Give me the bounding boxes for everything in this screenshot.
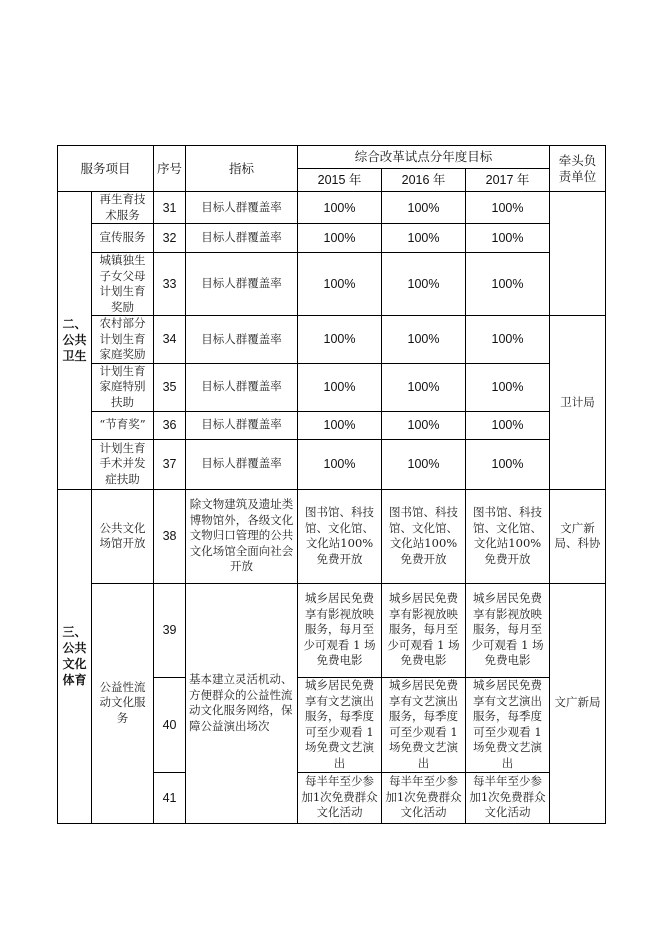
indicator: 目标人群覆盖率 [186, 363, 298, 411]
service-item: 农村部分计划生育家庭奖励 [92, 316, 154, 364]
table-row [58, 439, 606, 489]
indicator: 目标人群覆盖率 [186, 253, 298, 316]
seq: 32 [154, 224, 186, 253]
table-row [58, 363, 606, 411]
target-2017: 100% [466, 192, 550, 224]
target-2015: 城乡居民免费享有文艺演出服务，每季度可至少观看 1 场免费文艺演出 [298, 677, 382, 772]
target-2015: 100% [298, 411, 382, 439]
service-item: 公益性流动文化服务 [92, 583, 154, 823]
target-2017: 城乡居民免费享有影视放映服务，每月至少可观看 1 场免费电影 [466, 583, 550, 677]
table-row [58, 583, 606, 677]
seq: 38 [154, 489, 186, 583]
target-2017: 100% [466, 316, 550, 364]
target-2015: 100% [298, 224, 382, 253]
target-2017: 100% [466, 411, 550, 439]
target-2016: 100% [382, 224, 466, 253]
service-item: 再生育技术服务 [92, 192, 154, 224]
header-service-item: 服务项目 [58, 146, 154, 192]
target-2016: 100% [382, 253, 466, 316]
lead-unit: 卫计局 [550, 316, 606, 490]
seq: 40 [154, 677, 186, 772]
service-item: 城镇独生子女父母计划生育奖励 [92, 253, 154, 316]
target-2016: 100% [382, 363, 466, 411]
service-targets-table [57, 145, 606, 824]
target-2016: 100% [382, 316, 466, 364]
target-2015: 100% [298, 439, 382, 489]
table-row [58, 316, 606, 364]
service-item: 公共文化场馆开放 [92, 489, 154, 583]
target-2017: 100% [466, 253, 550, 316]
service-item: 计划生育手术并发症扶助 [92, 439, 154, 489]
lead-unit: 文广新局 [550, 583, 606, 823]
target-2017: 图书馆、科技馆、文化馆、文化站100%免费开放 [466, 489, 550, 583]
header-indicator: 指标 [186, 146, 298, 192]
target-2016: 城乡居民免费享有影视放映服务，每月至少可观看 1 场免费电影 [382, 583, 466, 677]
target-2016: 城乡居民免费享有文艺演出服务，每季度可至少观看 1 场免费文艺演出 [382, 677, 466, 772]
service-item: “节育奖” [92, 411, 154, 439]
indicator: 目标人群覆盖率 [186, 316, 298, 364]
table-row [58, 489, 606, 583]
indicator: 除文物建筑及遗址类博物馆外，各级文化文物归口管理的公共文化场馆全面向社会开放 [186, 489, 298, 583]
table-row [58, 411, 606, 439]
target-2015: 100% [298, 192, 382, 224]
seq: 34 [154, 316, 186, 364]
seq: 36 [154, 411, 186, 439]
seq: 33 [154, 253, 186, 316]
target-2016: 100% [382, 439, 466, 489]
service-item: 计划生育家庭特别扶助 [92, 363, 154, 411]
target-2016: 每半年至少参加1次免费群众文化活动 [382, 772, 466, 823]
target-2017: 100% [466, 363, 550, 411]
target-2015: 100% [298, 253, 382, 316]
indicator: 基本建立灵活机动、方便群众的公益性流动文化服务网络，保障公益演出场次 [186, 583, 298, 823]
indicator: 目标人群覆盖率 [186, 224, 298, 253]
target-2016: 100% [382, 192, 466, 224]
lead-unit-empty [550, 192, 606, 316]
indicator: 目标人群覆盖率 [186, 411, 298, 439]
target-2015: 图书馆、科技馆、文化馆、文化站100%免费开放 [298, 489, 382, 583]
seq: 39 [154, 583, 186, 677]
section-title: 三、公共文化体育 [58, 489, 92, 823]
target-2016: 100% [382, 411, 466, 439]
header-seq: 序号 [154, 146, 186, 192]
header-targets: 综合改革试点分年度目标 [298, 146, 550, 169]
target-2016: 图书馆、科技馆、文化馆、文化站100%免费开放 [382, 489, 466, 583]
service-item: 宣传服务 [92, 224, 154, 253]
seq: 31 [154, 192, 186, 224]
lead-unit: 文广新局、科协 [550, 489, 606, 583]
target-2015: 100% [298, 363, 382, 411]
seq: 41 [154, 772, 186, 823]
header-year-2016: 2016 年 [382, 169, 466, 192]
table-row [58, 192, 606, 224]
table-row [58, 253, 606, 316]
header-year-2015: 2015 年 [298, 169, 382, 192]
target-2017: 100% [466, 224, 550, 253]
section-title: 二、公共卫生 [58, 192, 92, 490]
table-row [58, 224, 606, 253]
indicator: 目标人群覆盖率 [186, 192, 298, 224]
target-2015: 每半年至少参加1次免费群众文化活动 [298, 772, 382, 823]
header-year-2017: 2017 年 [466, 169, 550, 192]
target-2017: 每半年至少参加1次免费群众文化活动 [466, 772, 550, 823]
target-2015: 城乡居民免费享有影视放映服务，每月至少可观看 1 场免费电影 [298, 583, 382, 677]
target-2017: 100% [466, 439, 550, 489]
seq: 35 [154, 363, 186, 411]
header-lead-unit: 牵头负责单位 [550, 146, 606, 192]
target-2015: 100% [298, 316, 382, 364]
indicator: 目标人群覆盖率 [186, 439, 298, 489]
seq: 37 [154, 439, 186, 489]
target-2017: 城乡居民免费享有文艺演出服务，每季度可至少观看 1 场免费文艺演出 [466, 677, 550, 772]
